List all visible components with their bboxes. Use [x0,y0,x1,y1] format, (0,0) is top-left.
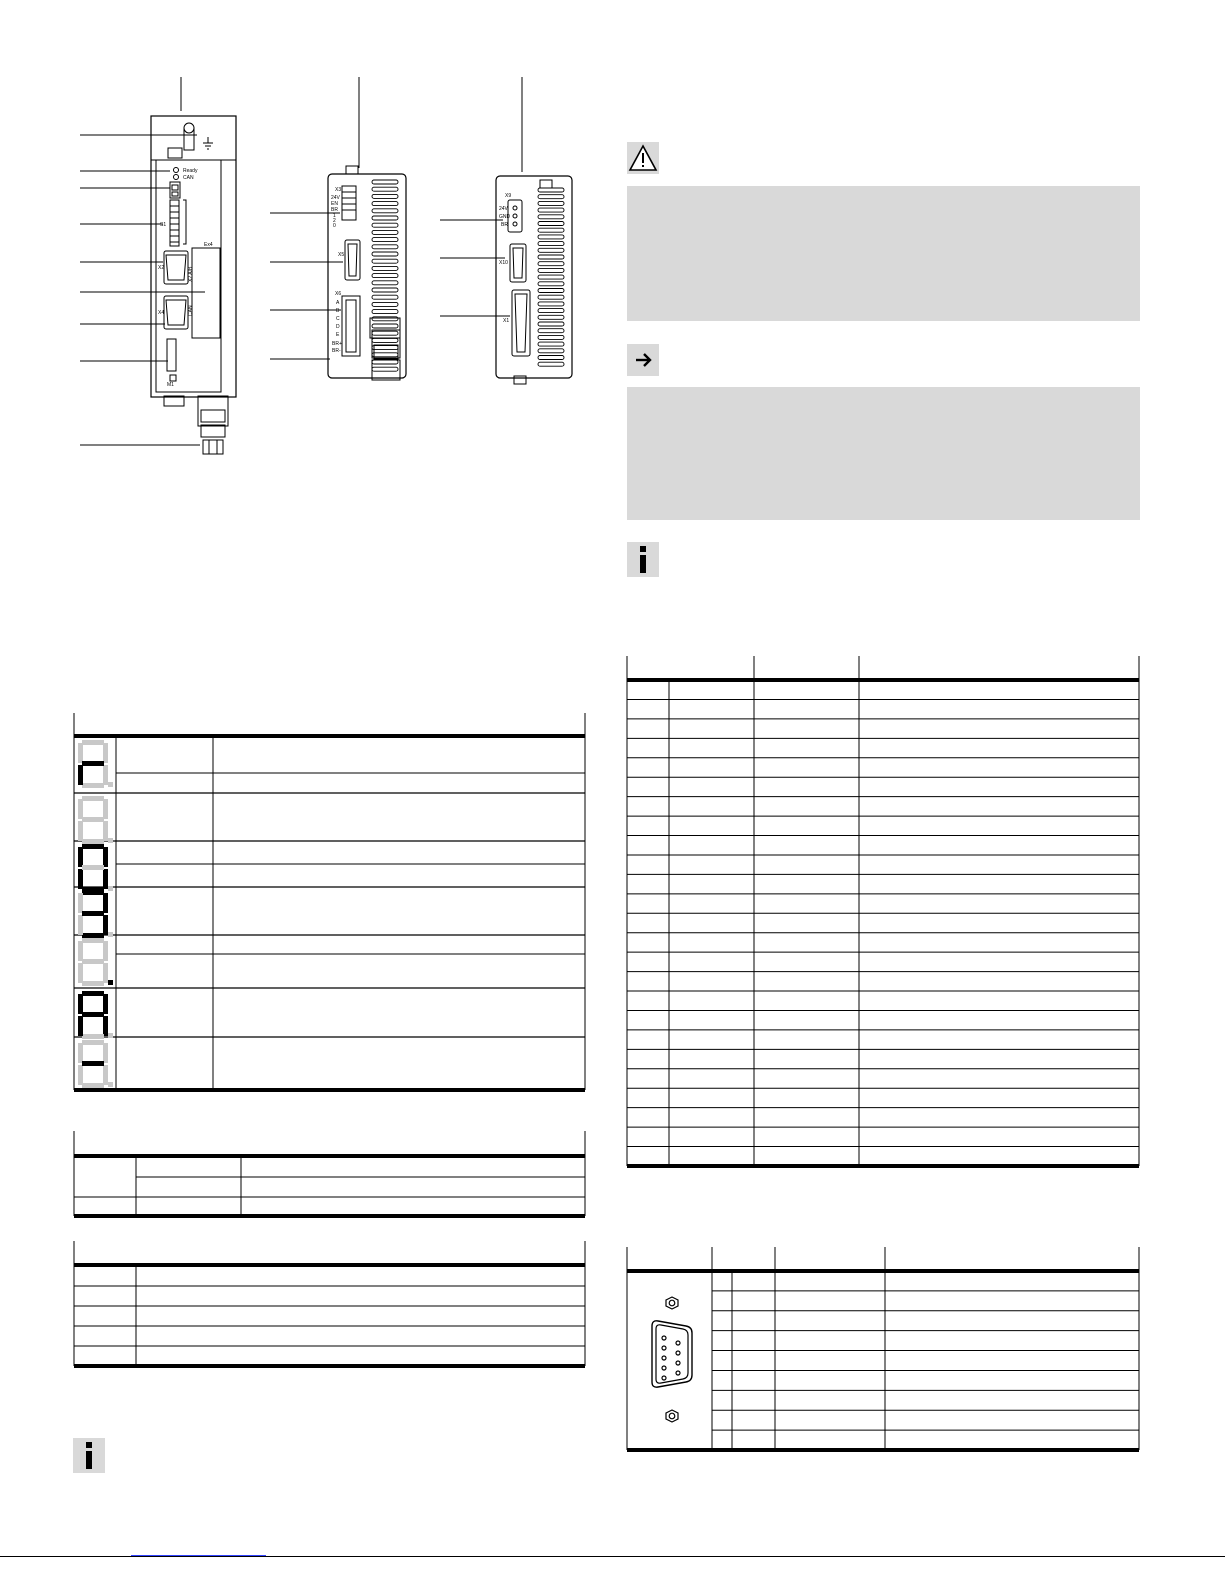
m1-label: M1 [167,382,174,388]
vent-slot [538,322,564,326]
vent-slot [372,230,398,234]
warning-triangle-icon [627,142,659,174]
vent-slot [372,302,398,306]
info-icon-box-right [627,542,659,577]
vent-slot [538,342,564,346]
seven-segment-dot [108,838,113,843]
vent-slot [372,288,398,292]
seven-segment-bar [82,1083,104,1088]
vent-slot [538,302,564,306]
seven-segment-bar [103,994,108,1014]
seven-segment-bar [103,1043,108,1063]
vent-slot [372,346,398,350]
ready-label: Ready [183,168,198,174]
seven-segment-bar [82,740,104,745]
pin-b: B [336,308,340,314]
vent-slot [538,228,564,232]
status-table [70,1128,590,1223]
vent-slot [372,266,398,270]
vent-slot [372,187,398,191]
seven-segment-dot [108,1082,113,1087]
seven-segment-bar [78,821,83,841]
vent-slot [538,242,564,246]
seven-segment-dot [108,886,113,891]
seven-segment-bar [78,941,83,961]
vent-slot [538,208,564,212]
seven-segment-bar [82,839,104,844]
vent-slot [372,324,398,328]
vent-slot [372,367,398,371]
pin-2: 2 [333,218,336,224]
vent-slot [372,360,398,364]
info-icon [73,1438,105,1473]
action-icon-box [627,344,659,376]
seven-segment-bar [103,743,108,763]
seven-segment-dot [108,782,113,787]
vent-slot [538,195,564,199]
vent-slot [372,295,398,299]
seven-segment-bar [103,765,108,785]
seven-segment-bar [103,915,108,935]
info-icon-box-left [73,1438,105,1473]
x5-label: X5 [338,252,345,258]
seven-segment-bar [78,765,83,785]
seven-segment-bar [82,1061,104,1066]
seven-segment-bar [82,844,104,849]
seven-segment-bar [103,963,108,983]
vent-slot [538,215,564,219]
vent-slot [372,281,398,285]
pin-0: 0 [333,223,336,229]
vent-slot [372,317,398,321]
vent-slot [538,275,564,279]
arrow-right-icon [627,344,659,376]
vent-slot [538,362,564,366]
seven-segment-bar [78,1065,83,1085]
seven-segment-bar [82,1040,104,1045]
pin-c: C [336,316,340,322]
vent-slot [538,349,564,353]
seven-segment-bar [78,743,83,763]
info-icon [627,542,659,577]
footer-rule [0,1556,1225,1557]
seven-segment-bar [78,893,83,913]
vent-slot [538,315,564,319]
pin-d: D [336,324,340,330]
x6-label: X6 [335,291,342,297]
seven-segment-bar [82,959,104,964]
vent-slot [538,335,564,339]
seven-segment-bar [82,991,104,996]
vent-slot [372,252,398,256]
seven-segment-bar [82,890,104,895]
seven-segment-bar [103,847,108,867]
vent-slot [372,180,398,184]
vent-slot [372,338,398,342]
seven-segment-bar [82,933,104,938]
db9-connector-icon [652,1297,692,1422]
seven-segment-bar [82,761,104,766]
vent-slot [372,245,398,249]
pin-1: 1 [333,213,336,219]
pin-a: A [336,300,340,306]
seven-segment-bar [82,796,104,801]
pin-24v: 24V [331,195,340,201]
action-text-box [627,387,1140,520]
vent-slot [538,289,564,293]
vent-slot [538,329,564,333]
connector-table [622,1244,1144,1459]
seven-segment-bar [103,941,108,961]
seven-segment-bar [82,1034,104,1039]
pin2-gnd: GND [499,214,511,220]
vent-slot [372,310,398,314]
warning-text-box [627,186,1140,321]
seven-segment-bar [78,847,83,867]
vent-slot [372,202,398,206]
can-vertical-label: CAN [188,305,194,316]
vent-slot [372,331,398,335]
seven-segment-bar [103,1065,108,1085]
vent-slot [538,268,564,272]
vent-slot [538,235,564,239]
pin-br-plus: BR+ [332,341,342,347]
x1-label: X1 [503,318,510,324]
seven-segment-bar [103,869,108,889]
vent-slot [372,238,398,242]
vent-slot [372,216,398,220]
ex4-label: Ex4 [204,242,213,248]
vent-slot [372,209,398,213]
pin-br-minus: BR- [332,348,341,354]
warning-icon-box [627,142,659,174]
x2ab-label: X2 A/B [188,266,194,282]
x10-label: X10 [499,260,508,266]
seven-segment-table [70,710,590,1100]
vent-slot [538,255,564,259]
vent-slot [538,356,564,360]
seven-segment-bar [82,938,104,943]
vent-slot [372,259,398,263]
device-drawing [0,0,600,470]
can-label: CAN [183,175,194,181]
seven-segment-bar [82,783,104,788]
x4-label: X4 [158,310,165,316]
seven-segment-bar [103,893,108,913]
footer-link[interactable] [131,1555,266,1556]
seven-segment-bar [82,1012,104,1017]
vent-slot [538,188,564,192]
vent-slot [538,309,564,313]
vent-slot [372,274,398,278]
vent-slot [372,353,398,357]
vent-slot [538,282,564,286]
vent-slot [538,262,564,266]
pin-e: E [336,332,340,338]
seven-segment-dot [108,980,113,985]
vent-slot [372,223,398,227]
seven-segment-dot [108,1033,113,1038]
x3-label: X3 [335,187,342,193]
seven-segment-bar [78,799,83,819]
seven-segment-bar [78,1043,83,1063]
vent-slot [538,201,564,205]
seven-segment-bar [103,799,108,819]
seven-segment-bar [78,869,83,889]
seven-segment-bar [78,994,83,1014]
vent-slot [538,295,564,299]
seven-segment-bar [82,817,104,822]
pin-en: EN [331,201,338,207]
seven-segment-bar [78,1016,83,1036]
seven-segment-dot [108,932,113,937]
seven-segment-bar [78,915,83,935]
seven-segment-bar [103,821,108,841]
seven-segment-bar [78,963,83,983]
seven-segment-bar [82,981,104,986]
s1-label: S1 [160,222,167,228]
seven-segment-bar [82,865,104,870]
x9-label: X9 [505,193,512,199]
pin2-br: BR [501,222,508,228]
vent-slot [372,194,398,198]
pin-br: BR [331,207,338,213]
code-table [70,1238,590,1373]
vent-slot [538,222,564,226]
vent-slot [538,248,564,252]
seven-segment-bar [82,911,104,916]
pin2-24v: 24V [499,206,508,212]
pin-table [622,654,1144,1174]
seven-segment-bar [103,1016,108,1036]
x2-label: X2 [158,265,165,271]
